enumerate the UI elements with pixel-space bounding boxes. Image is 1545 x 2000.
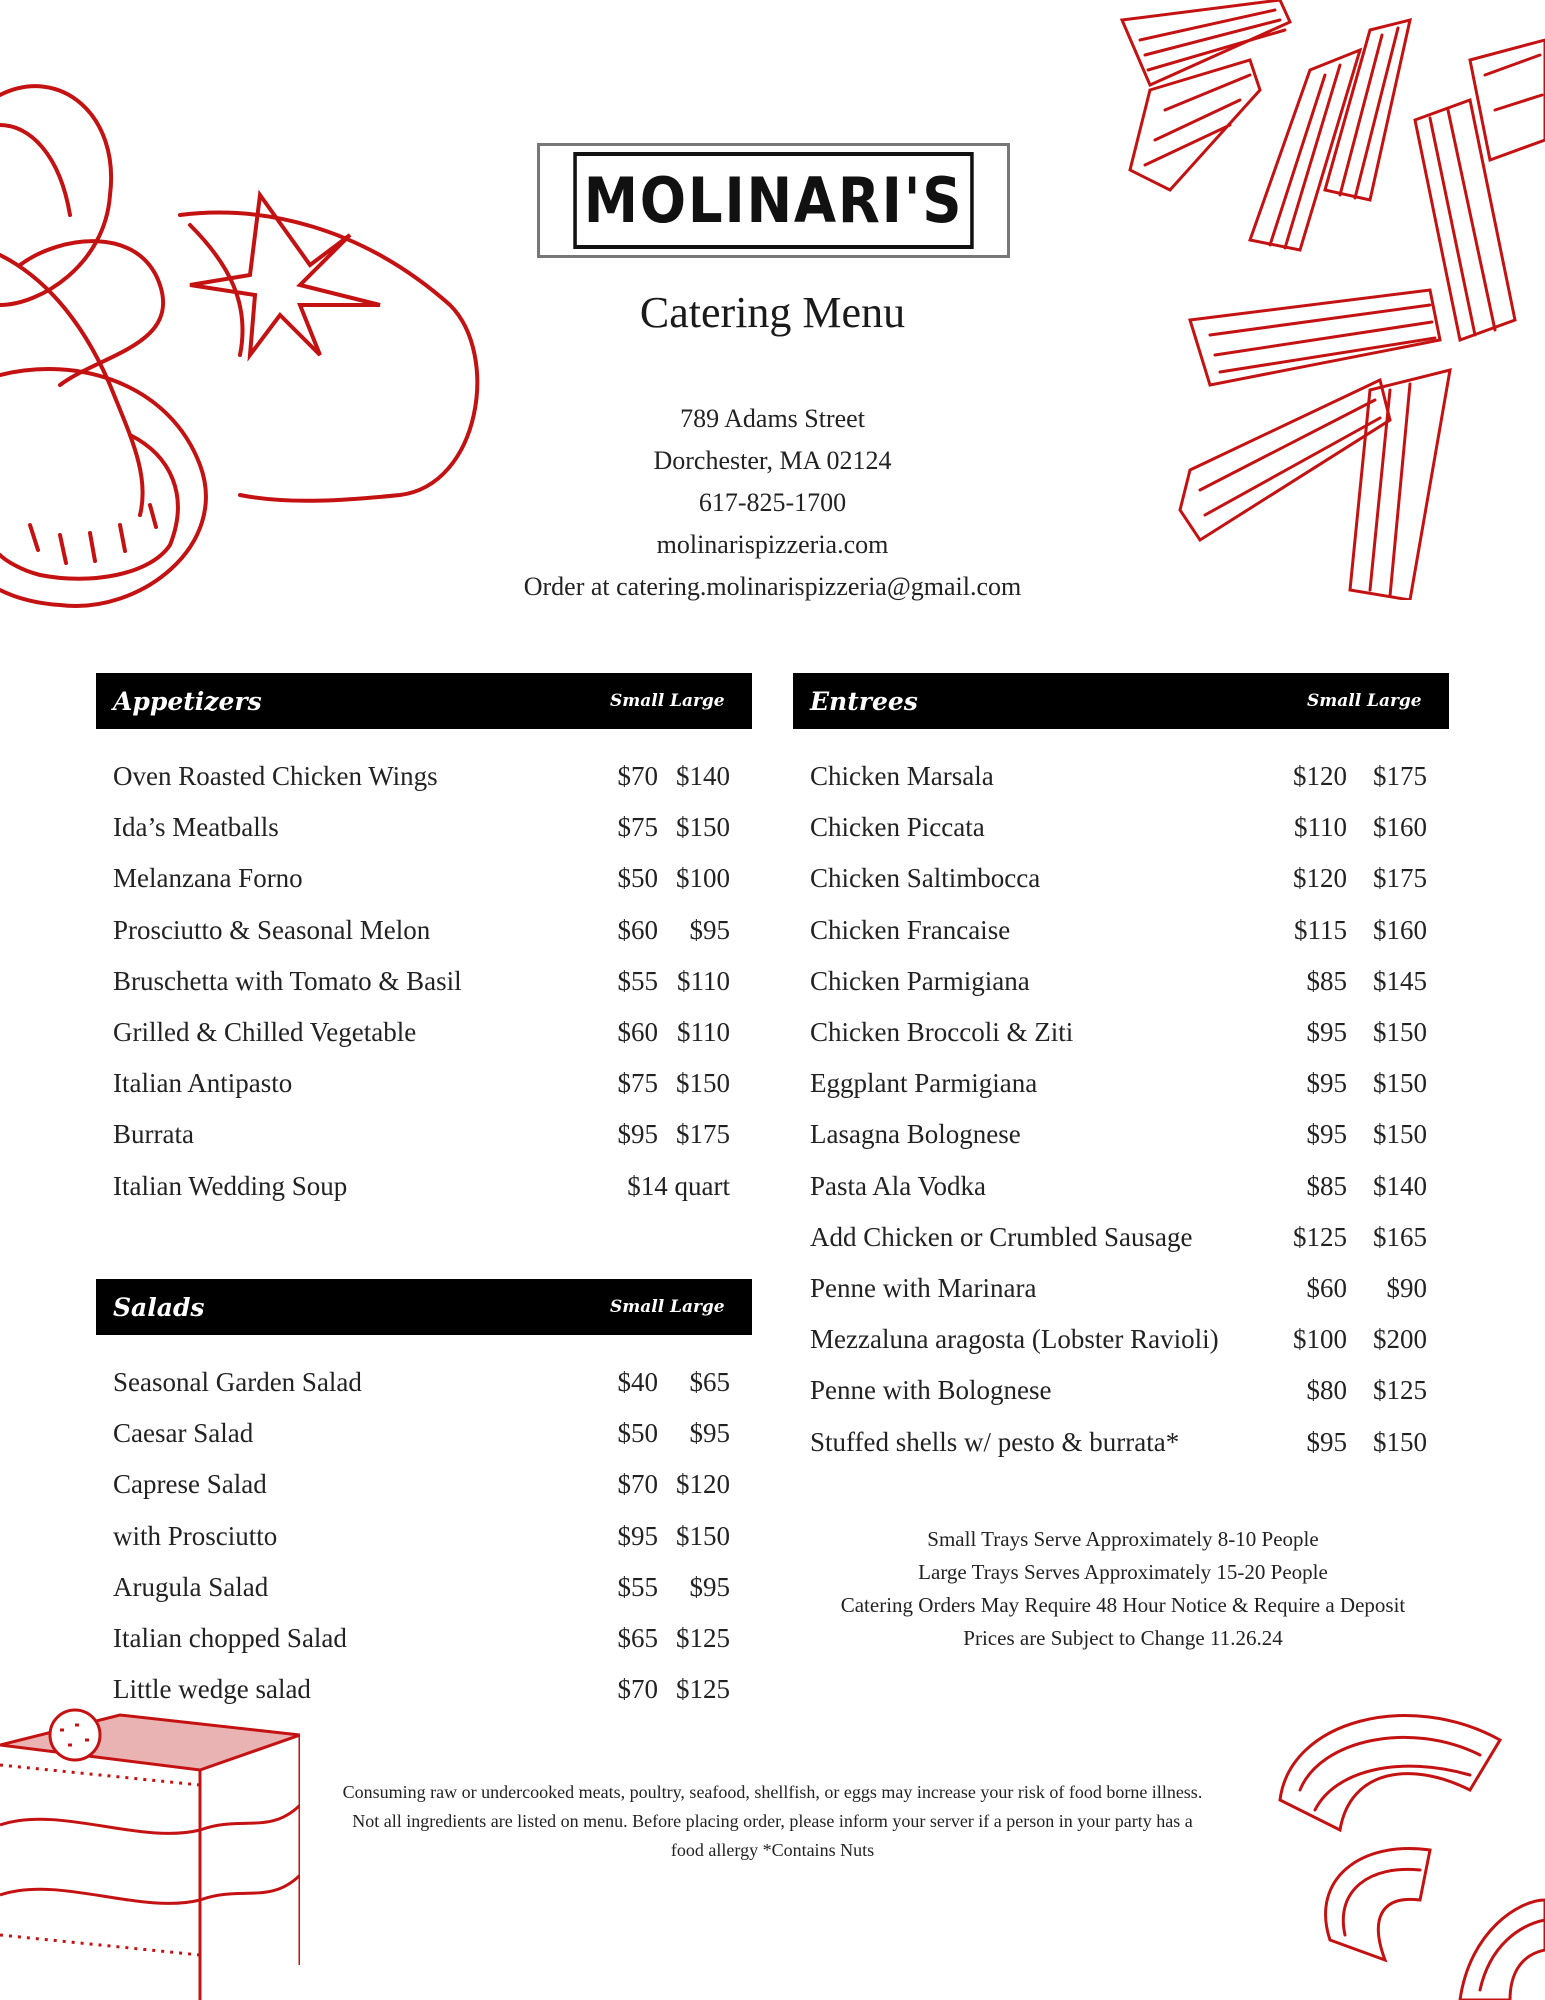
item-name: Italian chopped Salad: [113, 1623, 347, 1654]
large-column-header: Large: [1367, 691, 1422, 711]
list-item: [793, 853, 1449, 904]
salads-header: [96, 1279, 752, 1335]
list-item: [96, 1357, 752, 1408]
large-price: $175: [676, 1119, 730, 1150]
small-price: $95: [1306, 1119, 1347, 1150]
contact-street: 789 Adams Street: [680, 404, 865, 433]
list-item: [793, 1058, 1449, 1109]
list-item: [96, 905, 752, 956]
item-name: Chicken Piccata: [810, 812, 985, 843]
small-price: $125: [1293, 1221, 1347, 1252]
large-price: $175: [1373, 863, 1427, 894]
allergy-disclaimer: Consuming raw or undercooked meats, poultry, seafood, shellfish, or eggs may increase your risk of food borne illness. Not all ingredients are listed on menu. Before placing order, please inform your server if a person in your party has a food allergy *Contains Nuts: [342, 1782, 1203, 1860]
item-name: Seasonal Garden Salad: [113, 1367, 362, 1398]
list-item: [793, 1263, 1449, 1314]
tray-notes: [793, 1523, 1453, 1655]
large-price: $175: [1373, 761, 1427, 792]
large-price: $120: [676, 1469, 730, 1500]
appetizers-list: [96, 751, 752, 1212]
large-price: $125: [676, 1623, 730, 1654]
item-name: Melanzana Forno: [113, 863, 303, 894]
list-item: [96, 1161, 752, 1212]
item-name: Bruschetta with Tomato & Basil: [113, 965, 462, 996]
list-item: [793, 1212, 1449, 1263]
small-price: $120: [1293, 863, 1347, 894]
large-price: $150: [1373, 1119, 1427, 1150]
item-name: Chicken Francaise: [810, 914, 1011, 945]
item-name: Add Chicken or Crumbled Sausage: [810, 1221, 1193, 1252]
item-name: Italian Wedding Soup: [113, 1170, 348, 1201]
list-item: [96, 1459, 752, 1510]
large-column-header: Large: [670, 1297, 725, 1317]
list-item: [793, 802, 1449, 853]
small-column-header: Small: [610, 691, 665, 711]
list-item: [96, 751, 752, 802]
list-item: [793, 956, 1449, 1007]
large-price: $145: [1373, 965, 1427, 996]
macaroni-illustration: [1270, 1700, 1545, 2000]
large-price: $200: [1373, 1324, 1427, 1355]
list-item: [793, 1416, 1449, 1467]
item-name: Arugula Salad: [113, 1571, 269, 1602]
item-name: Stuffed shells w/ pesto & burrata*: [810, 1426, 1180, 1457]
large-price: $150: [1373, 1068, 1427, 1099]
large-price: $140: [1373, 1170, 1427, 1201]
item-name: Ida’s Meatballs: [113, 812, 279, 843]
salads-section: [96, 1279, 752, 1715]
small-column-header: Small: [1307, 691, 1362, 711]
large-price: $160: [1373, 812, 1427, 843]
small-price: $95: [1306, 1068, 1347, 1099]
note-small-trays: Small Trays Serve Approximately 8-10 People: [927, 1527, 1319, 1551]
large-price: $90: [1386, 1272, 1427, 1303]
appetizers-title: Appetizers: [113, 686, 262, 716]
large-price: $150: [1373, 1426, 1427, 1457]
list-item: [96, 1562, 752, 1613]
logo: [537, 143, 1010, 258]
entrees-header: [793, 673, 1449, 729]
page-title: Catering Menu: [639, 288, 906, 337]
small-price: $95: [1306, 1426, 1347, 1457]
list-item: [96, 1007, 752, 1058]
small-price: $60: [617, 1017, 658, 1048]
small-price: $80: [1306, 1375, 1347, 1406]
small-price: $40: [617, 1367, 658, 1398]
item-name: Chicken Broccoli & Ziti: [810, 1017, 1074, 1048]
item-name: Grilled & Chilled Vegetable: [113, 1017, 417, 1048]
small-price: $95: [617, 1119, 658, 1150]
small-price: $110: [1294, 812, 1347, 843]
large-price: $125: [1373, 1375, 1427, 1406]
item-name: Caprese Salad: [113, 1469, 267, 1500]
item-name: Little wedge salad: [113, 1674, 311, 1705]
small-price: $50: [617, 1418, 658, 1449]
small-price: $65: [617, 1623, 658, 1654]
list-item: [793, 1007, 1449, 1058]
contact-website: molinarispizzeria.com: [656, 530, 889, 559]
large-price: $95: [689, 1418, 730, 1449]
contact-phone: 617-825-1700: [698, 488, 847, 517]
logo-wordmark: MOLINARI'S: [573, 152, 973, 249]
small-price: $85: [1306, 1170, 1347, 1201]
list-item: [96, 1109, 752, 1160]
small-price: $115: [1294, 914, 1347, 945]
list-item: [96, 802, 752, 853]
small-price: $55: [617, 1571, 658, 1602]
entrees-title: Entrees: [810, 686, 918, 716]
list-item: [96, 1664, 752, 1715]
tiramisu-illustration: [0, 1705, 300, 2000]
small-price: $55: [617, 965, 658, 996]
list-item: [96, 1613, 752, 1664]
contact-city: Dorchester, MA 02124: [653, 446, 892, 475]
large-price: $110: [677, 1017, 730, 1048]
appetizers-section: [96, 673, 752, 1212]
note-price-change: Prices are Subject to Change 11.26.24: [963, 1626, 1283, 1650]
list-item: [96, 1408, 752, 1459]
list-item: [96, 956, 752, 1007]
large-price: $150: [676, 812, 730, 843]
list-item: [96, 1511, 752, 1562]
small-column-header: Small: [610, 1297, 665, 1317]
large-price: $150: [676, 1520, 730, 1551]
item-name: Caesar Salad: [113, 1418, 254, 1449]
small-price: $75: [617, 812, 658, 843]
small-price: $95: [1306, 1017, 1347, 1048]
salads-list: [96, 1357, 752, 1715]
large-price: $160: [1373, 914, 1427, 945]
item-name: Penne with Marinara: [810, 1272, 1037, 1303]
small-price: $70: [617, 1469, 658, 1500]
list-item: [793, 1365, 1449, 1416]
item-name: Italian Antipasto: [113, 1068, 293, 1099]
small-price: $60: [617, 914, 658, 945]
large-price: $150: [676, 1068, 730, 1099]
list-item: [793, 1161, 1449, 1212]
list-item: [793, 905, 1449, 956]
large-price: $110: [677, 965, 730, 996]
small-price: $100: [1293, 1324, 1347, 1355]
contact-order-email: Order at catering.molinarispizzeria@gmail.com: [523, 572, 1022, 601]
appetizers-header: [96, 673, 752, 729]
note-notice-deposit: Catering Orders May Require 48 Hour Notice & Require a Deposit: [840, 1593, 1406, 1617]
entrees-list: [793, 751, 1449, 1468]
note-large-trays: Large Trays Serves Approximately 15-20 People: [918, 1560, 1328, 1584]
item-name: Pasta Ala Vodka: [810, 1170, 987, 1201]
entrees-section: [793, 673, 1449, 1468]
list-item: [793, 1109, 1449, 1160]
item-name: Chicken Saltimbocca: [810, 863, 1041, 894]
item-name: Chicken Marsala: [810, 761, 994, 792]
large-price: $150: [1373, 1017, 1427, 1048]
large-column-header: Large: [670, 691, 725, 711]
item-name: Mezzaluna aragosta (Lobster Ravioli): [810, 1324, 1219, 1355]
item-name: Chicken Parmigiana: [810, 965, 1030, 996]
item-name: Lasagna Bolognese: [810, 1119, 1021, 1150]
small-price: $85: [1306, 965, 1347, 996]
item-name: Prosciutto & Seasonal Melon: [113, 914, 431, 945]
item-name: Burrata: [113, 1119, 194, 1150]
list-item: [793, 1314, 1449, 1365]
small-price: $95: [617, 1520, 658, 1551]
large-price: $125: [676, 1674, 730, 1705]
small-price: $120: [1293, 761, 1347, 792]
small-price: $75: [617, 1068, 658, 1099]
small-price: $50: [617, 863, 658, 894]
large-price: $95: [689, 914, 730, 945]
item-name: Penne with Bolognese: [810, 1375, 1052, 1406]
contact-block: [0, 398, 1545, 608]
large-price: $65: [689, 1367, 730, 1398]
small-price: $70: [617, 1674, 658, 1705]
item-name: Oven Roasted Chicken Wings: [113, 761, 438, 792]
large-price: $165: [1373, 1221, 1427, 1252]
large-price: $100: [676, 863, 730, 894]
list-item: [793, 751, 1449, 802]
salads-title: Salads: [113, 1292, 205, 1322]
large-price: $140: [676, 761, 730, 792]
item-name: Eggplant Parmigiana: [810, 1068, 1038, 1099]
list-item: [96, 853, 752, 904]
whole-price: $14 quart: [627, 1170, 730, 1201]
item-name: with Prosciutto: [113, 1520, 278, 1551]
small-price: $70: [617, 761, 658, 792]
small-price: $60: [1306, 1272, 1347, 1303]
list-item: [96, 1058, 752, 1109]
large-price: $95: [689, 1571, 730, 1602]
